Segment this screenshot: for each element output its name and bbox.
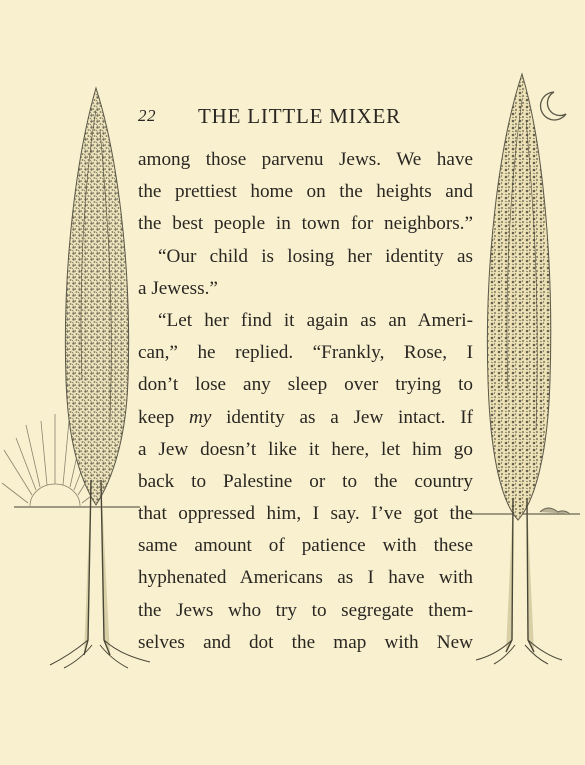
- text-line: that oppressed him, I say. I’ve got the: [138, 503, 473, 525]
- body-text: [138, 144, 473, 659]
- running-header: [138, 104, 478, 130]
- text-line: back to Palestine or to the country: [138, 470, 473, 492]
- running-title: THE LITTLE MIXER: [198, 104, 401, 128]
- text-line: same amount of patience with these: [138, 535, 473, 557]
- text-line: the prettiest home on the heights and: [138, 181, 473, 203]
- italic-emphasis: my: [188, 406, 212, 428]
- text-line: can,” he replied. “Frankly, Rose, I: [138, 342, 473, 364]
- text-line: hyphenated Americans as I have with: [138, 567, 473, 589]
- left-cypress-tree-icon: [50, 88, 150, 668]
- text-run: keep: [138, 406, 189, 428]
- text-line: “Let her find it again as an Ameri-: [158, 309, 473, 331]
- text-run: identity as a Jew intact. If: [211, 406, 473, 428]
- text-line: don’t lose any sleep over trying to: [138, 374, 473, 396]
- right-cypress-tree-icon: [476, 74, 562, 664]
- text-line-with-italic: [138, 402, 473, 434]
- page-number: 22: [138, 106, 156, 125]
- text-line: a Jew doesn’t like it here, let him go: [138, 438, 473, 460]
- text-line: the Jews who try to segregate them-: [138, 599, 473, 621]
- text-line: the best people in town for neighbors.”: [138, 213, 473, 235]
- text-line: “Our child is losing her identity as: [158, 245, 473, 267]
- text-line: a Jewess.”: [138, 277, 218, 299]
- text-line: selves and dot the map with New: [138, 631, 473, 653]
- crescent-moon-icon: [541, 92, 566, 120]
- text-line: among those parvenu Jews. We have: [138, 149, 473, 170]
